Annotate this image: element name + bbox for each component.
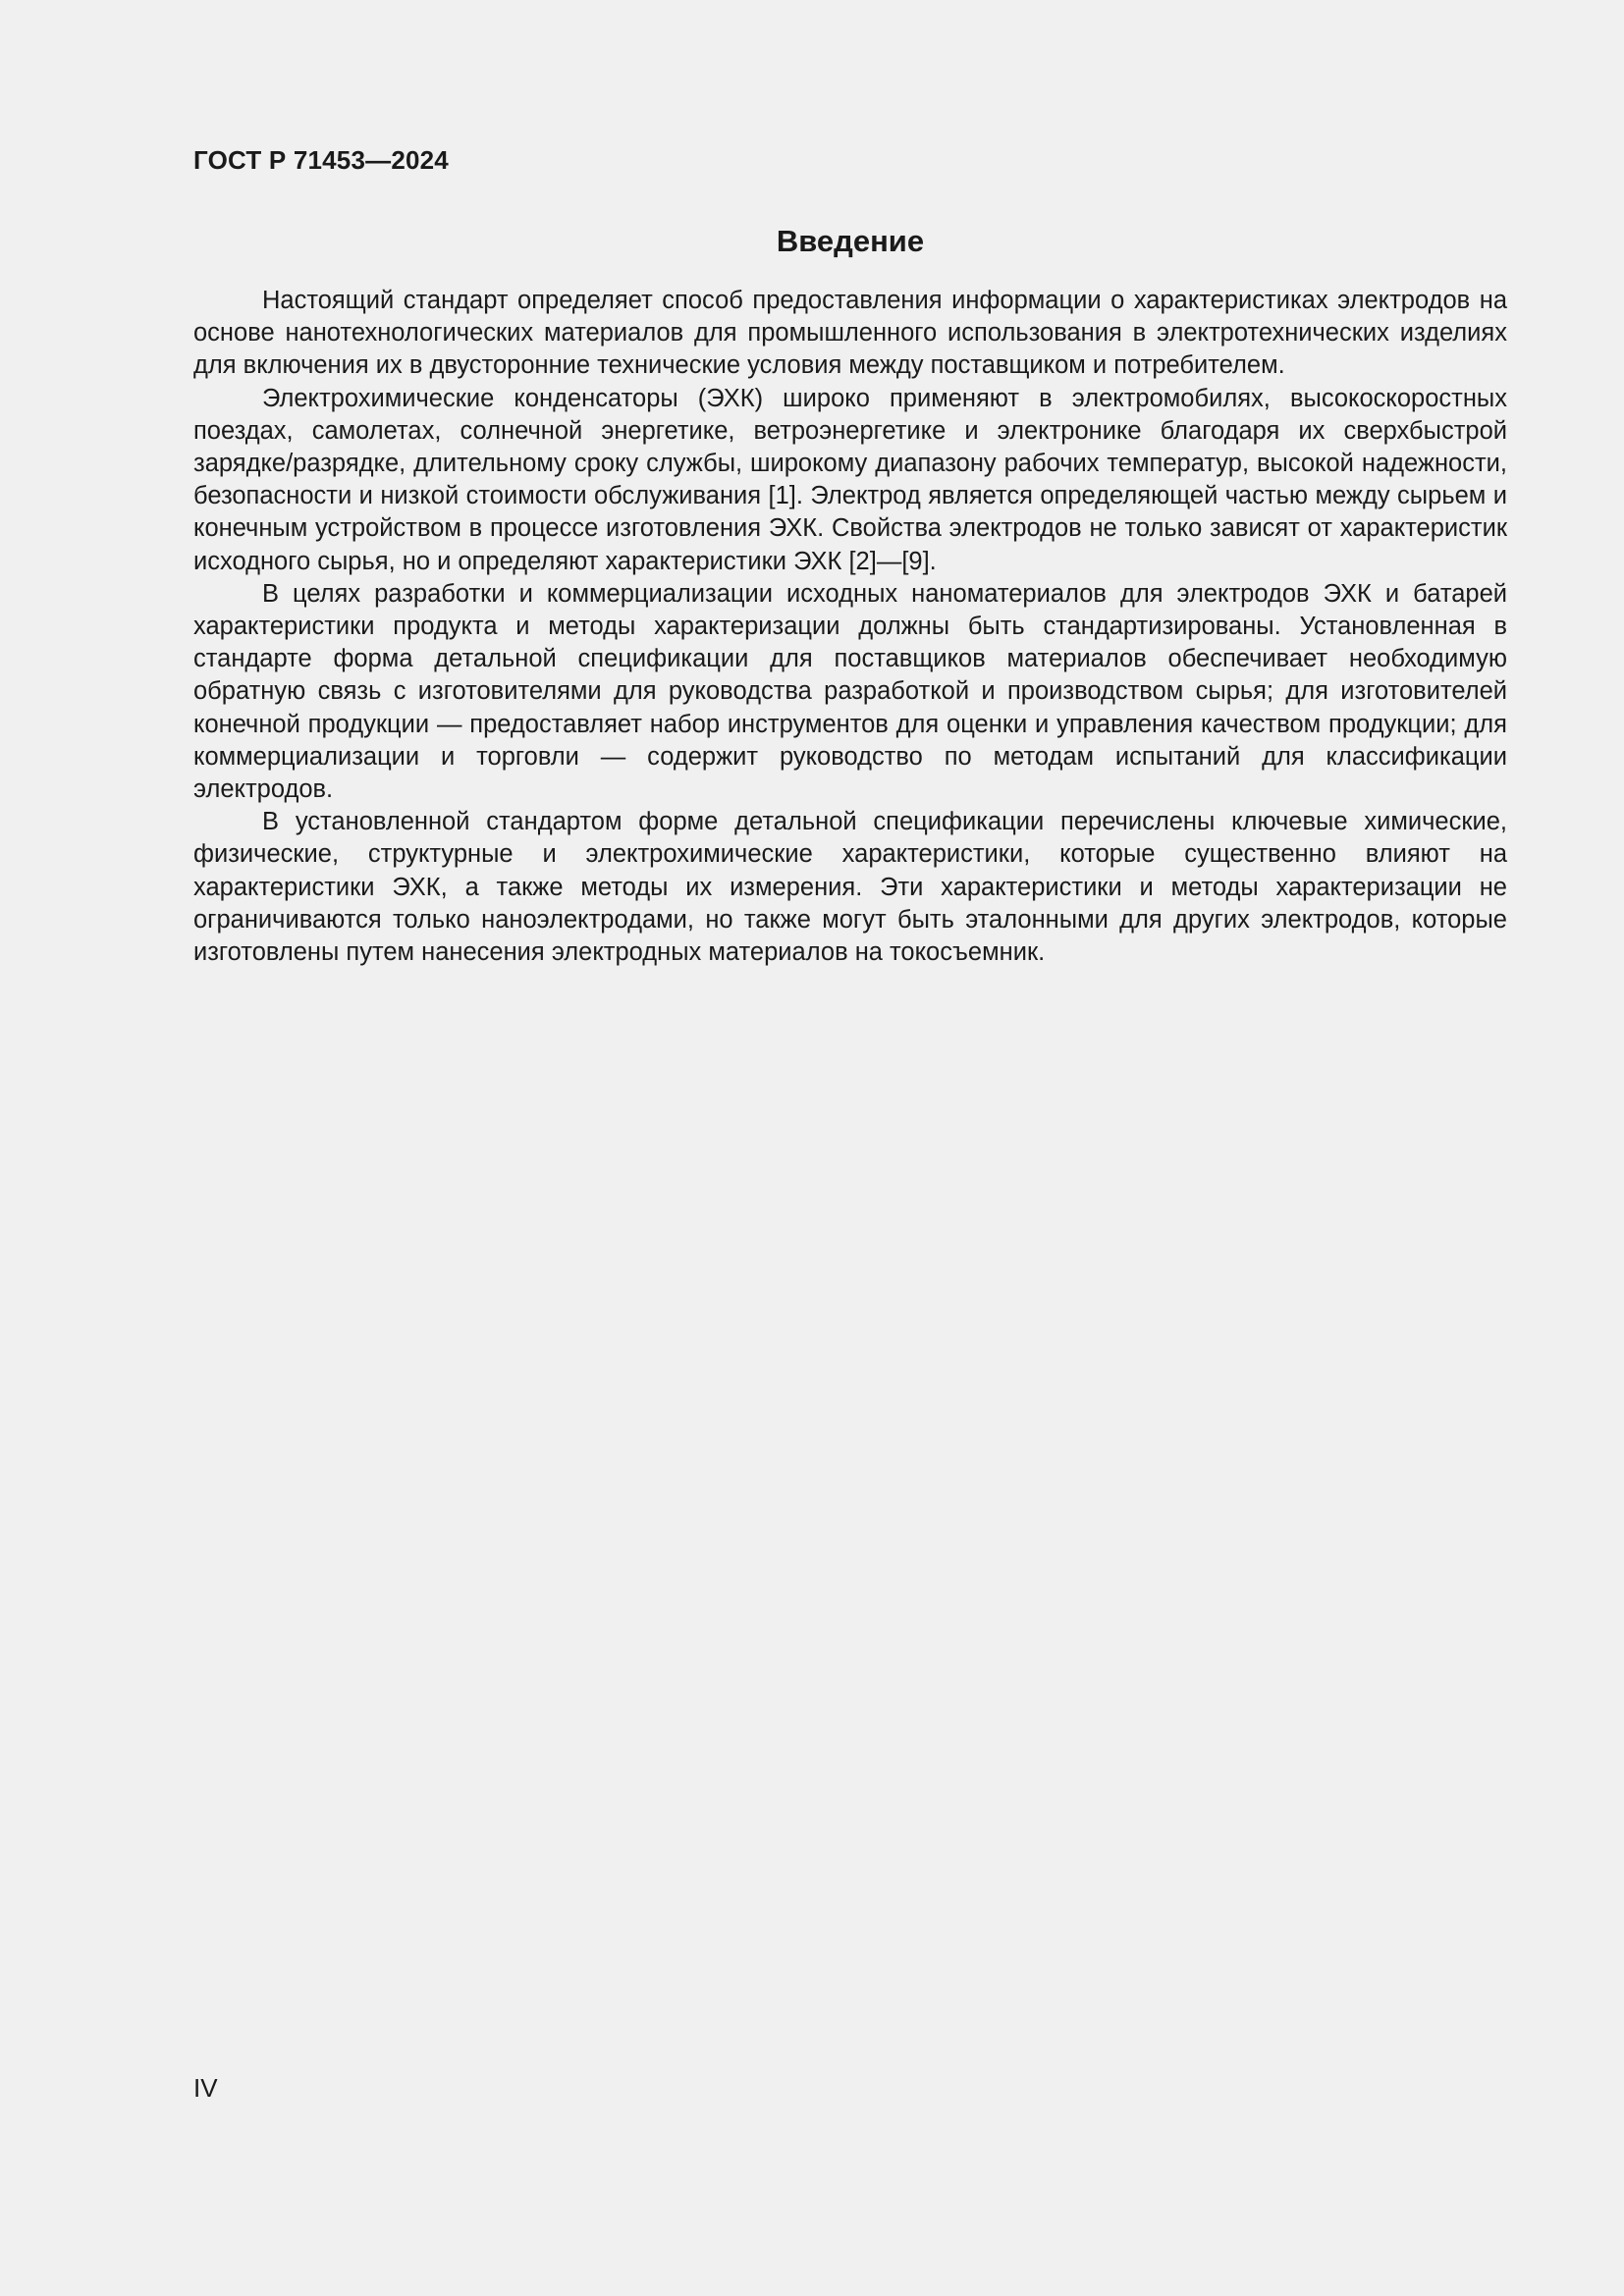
section-title: Введение <box>776 224 925 258</box>
section-body <box>193 285 1507 969</box>
page-number: IV <box>193 2073 218 2103</box>
paragraph: Настоящий стандарт определяет способ предоставления информации о характеристиках электродов на основе нанотехнологических материалов для промышленного использования в электротехнических изделиях для включения их в двусторонние технические условия между поставщиком и потребителем. <box>193 287 1507 380</box>
paragraph: Электрохимические конденсаторы (ЭХК) широко применяют в электромобилях, высокоскоростных поездах, самолетах, солнечной энергетике, ветроэнергетике и электронике благодаря их сверхбыстрой зарядке/разрядке, длительному сроку службы, широкому диапазону рабочих температур, высокой надежности, безопасности и низкой стоимости обслуживания [1]. Электрод является определяющей частью между сырьем и конечным устройством в процессе изготовления ЭХК. Свойства электродов не только зависят от характеристик исходного сырья, но и определяют характеристики ЭХК [2]—[9]. <box>193 384 1507 575</box>
paragraph: В целях разработки и коммерциализации исходных наноматериалов для электродов ЭХК и батарей характеристики продукта и методы характеризации должны быть стандартизированы. Установленная в стандарте форма детальной спецификации для поставщиков материалов обеспечивает необходимую обратную связь с изготовителями для руководства разработкой и производством сырья; для изготовителей конечной продукции — предоставляет набор инструментов для оценки и управления качеством продукции; для коммерциализации и торговли — содержит руководство по методам испытаний для классификации электродов. <box>193 579 1507 804</box>
paragraph: В установленной стандартом форме детальной спецификации перечислены ключевые химические, физические, структурные и электрохимические характеристики, которые существенно влияют на характеристики ЭХК, а также методы их измерения. Эти характеристики и методы характеризации не ограничиваются только наноэлектродами, но также могут быть эталонными для других электродов, которые изготовлены путем нанесения электродных материалов на токосъемник. <box>193 808 1507 967</box>
document-id-header: ГОСТ Р 71453—2024 <box>193 145 449 175</box>
